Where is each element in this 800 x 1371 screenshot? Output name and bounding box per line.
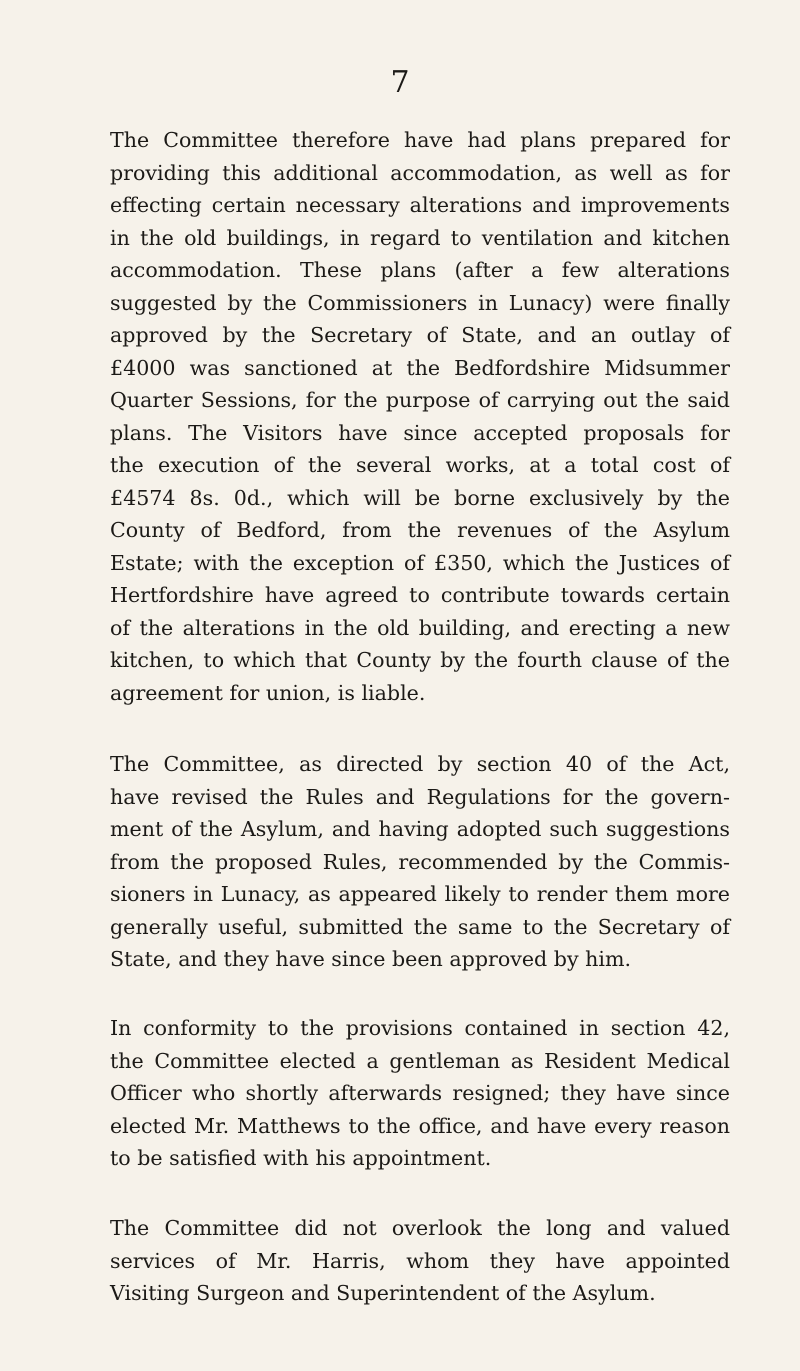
text-line: approved by the Secretary of State, and an outlay of <box>110 323 730 347</box>
text-line: Officer who shortly afterwards resigned; they have since <box>110 1081 730 1105</box>
paragraph-4 <box>110 1212 730 1310</box>
text-line: Visiting Surgeon and Superintendent of the Asylum. <box>110 1281 656 1305</box>
text-line: sioners in Lunacy, as appeared likely to render them more <box>110 882 730 906</box>
text-line: agreement for union, is liable. <box>110 680 426 705</box>
text-line: State, and they have since been approved by him. <box>110 947 632 971</box>
text-line: ment of the Asylum, and having adopted such suggestions <box>110 817 730 841</box>
text-line: In conformity to the provisions contained in section 42, <box>110 1016 730 1040</box>
text-line: generally useful, submitted the same to the Secretary of <box>110 914 730 939</box>
text-line: providing this additional accommodation, as well as for <box>110 160 730 185</box>
text-line: The Committee therefore have had plans prepared for <box>110 128 730 152</box>
page-number: 7 <box>390 65 410 100</box>
text-line: the execution of the several works, at a total cost of <box>110 453 730 477</box>
text-line: County of Bedford, from the revenues of the Asylum <box>110 518 730 542</box>
paragraph-2 <box>110 748 730 976</box>
text-line: accommodation. These plans (after a few alterations <box>110 258 730 282</box>
text-line: Hertfordshire have agreed to contribute towards certain <box>110 583 730 607</box>
text-line: Estate; with the exception of £350, which the Justices of <box>110 550 730 575</box>
text-line: from the proposed Rules, recommended by the Commis- <box>110 849 730 874</box>
text-line: elected Mr. Matthews to the office, and have every reason <box>110 1113 730 1138</box>
text-line: have revised the Rules and Regulations for the govern- <box>110 784 730 809</box>
text-line: The Committee, as directed by section 40 of the Act, <box>110 752 730 776</box>
text-line: plans. The Visitors have since accepted proposals for <box>110 420 730 445</box>
paragraph-1 <box>110 124 730 709</box>
text-line: in the old buildings, in regard to ventilation and kitchen <box>110 225 730 250</box>
text-line: suggested by the Commissioners in Lunacy) were finally <box>110 290 730 315</box>
text-line: The Committee did not overlook the long and valued <box>110 1216 730 1240</box>
text-line: effecting certain necessary alterations and improvements <box>110 193 730 217</box>
text-line: £4574 8s. 0d., which will be borne exclusively by the <box>110 485 730 510</box>
paragraph-3 <box>110 1012 730 1175</box>
text-line: Quarter Sessions, for the purpose of carrying out the said <box>110 388 730 412</box>
text-line: kitchen, to which that County by the fourth clause of the <box>110 648 730 672</box>
text-line: services of Mr. Harris, whom they have appointed <box>110 1248 730 1273</box>
text-line: of the alterations in the old building, and erecting a new <box>110 615 730 640</box>
text-line: the Committee elected a gentleman as Resident Medical <box>110 1048 730 1073</box>
text-line: to be satisfied with his appointment. <box>110 1146 492 1170</box>
text-line: £4000 was sanctioned at the Bedfordshire Midsummer <box>110 355 730 380</box>
